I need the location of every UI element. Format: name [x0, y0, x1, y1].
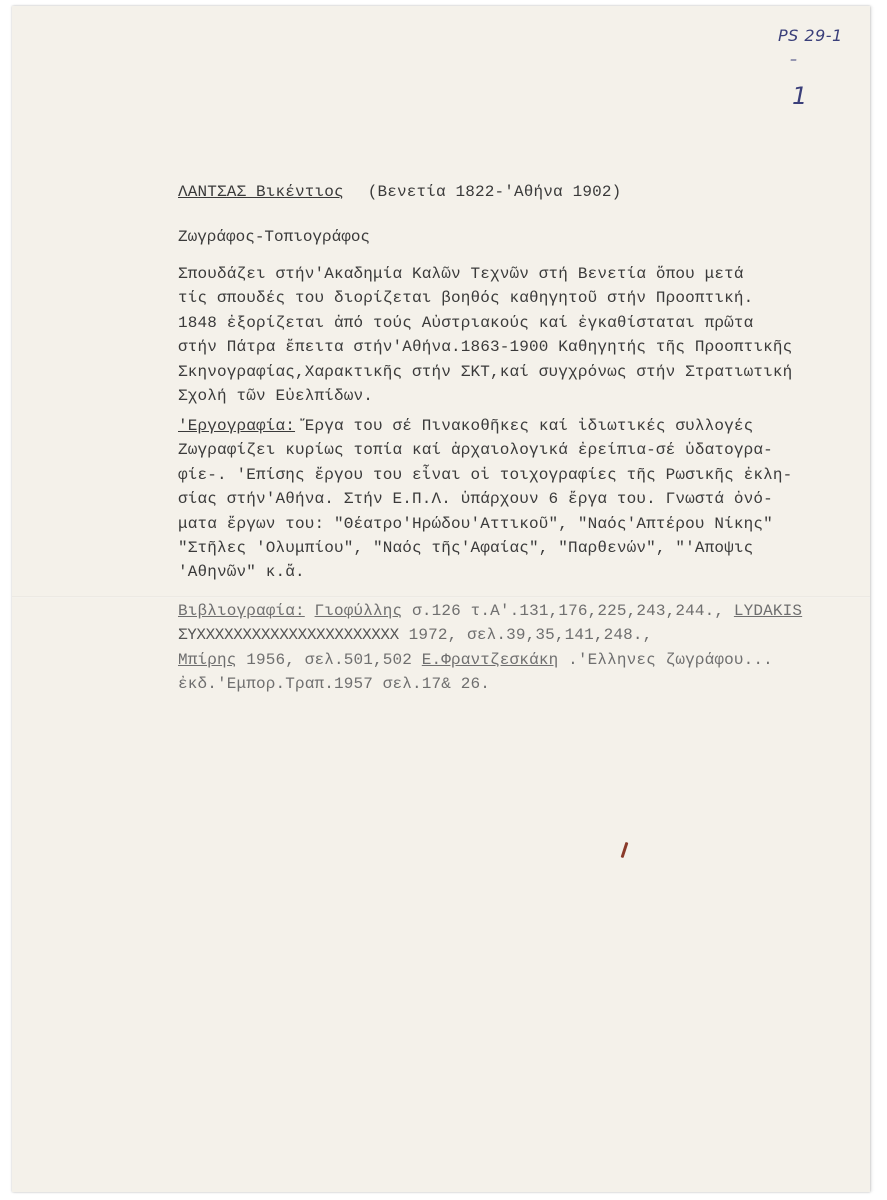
- biblio-author-1: Γιοφύλλης: [314, 602, 403, 620]
- biblio-ref-2: 1972, σελ.39,35,141,248.,: [398, 626, 653, 645]
- struck-text: ΣΥΧΧΧΧΧΧΧΧΧΧΧΧΧΧΧΧΧΧΧΧΧΧ: [178, 626, 399, 645]
- works-line: 'Αθηνῶν" κ.ἄ.: [178, 563, 305, 582]
- biblio-ref-3: 1956, σελ.501,502: [236, 650, 422, 669]
- works-line: "Στῆλες 'Ολυμπίου", "Ναός τῆς'Αφαίας", "Παρθενών", "'Αποψις: [178, 539, 754, 558]
- biblio-author-4: Ε.Φραντζεσκάκη: [421, 650, 559, 669]
- biblio-author-3: Μπίρης: [178, 650, 237, 669]
- biography: [178, 262, 792, 408]
- bio-line: Σπουδάζει στήν'Ακαδημία Καλῶν Τεχνῶν στή Βενετία ὅπου μετά: [178, 265, 744, 283]
- bio-line: τίς σπουδές του διορίζεται βοηθός καθηγητοῦ στήν Προοπτική.: [178, 289, 754, 308]
- biblio-line-4: ἐκδ.'Εμπορ.Τραπ.1957 σελ.17& 26.: [178, 675, 491, 694]
- bio-line: Σκηνογραφίας,Χαρακτικῆς στήν ΣΚΤ,καί συγχρόνως στήν Στρατιωτική: [178, 362, 793, 381]
- works-line: σίας στήν'Αθήνα. Στήν Ε.Π.Λ. ὑπάρχουν 6 ἔργα του. Γνωστά ὀνό-: [178, 490, 773, 509]
- biblio-line-1: [178, 599, 802, 623]
- works-label: 'Εργογραφία:: [178, 417, 296, 435]
- archive-code: PS 29-1: [778, 26, 843, 45]
- bio-line: στήν Πάτρα ἔπειτα στήν'Αθήνα.1863-1900 Καθηγητής τῆς Προοπτικῆς: [178, 338, 793, 357]
- bio-line: 1848 ἐξορίζεται ἀπό τούς Αὐστριακούς καί ἐγκαθίσταται πρῶτα: [178, 313, 754, 332]
- biblio-author-lydakis: LYDAKIS: [733, 602, 803, 620]
- biblio-label: Βιβλιογραφία:: [178, 602, 305, 620]
- artist-dates: (Βενετία 1822-'Αθήνα 1902): [367, 183, 622, 201]
- works-intro: Ἔργα του σέ Πινακοθῆκες καί ἰδιωτικές συλλογές: [295, 417, 754, 435]
- works-line: ματα ἔργων του: "Θέατρο'Ηρώδου'Αττικοῦ", "Ναός'Απτέρου Νίκης": [178, 514, 773, 533]
- bio-line: Σχολή τῶν Εὐελπίδων.: [178, 387, 374, 406]
- paper-fold: [12, 596, 870, 598]
- artist-name: ΛΑΝΤΣΑΣ Βικέντιος: [178, 183, 344, 201]
- works-line: φίε-. 'Επίσης ἔργου του εἶναι οἱ τοιχογραφίες τῆς Ρωσικῆς ἐκλη-: [178, 465, 793, 484]
- bibliography-section: [178, 599, 802, 697]
- page-number: 1: [792, 82, 808, 110]
- archive-dash: –: [790, 52, 797, 68]
- works-section: [178, 414, 792, 585]
- biblio-ref-1: σ.126 τ.Α'.131,176,225,243,244.,: [402, 602, 725, 620]
- works-first-line: [178, 414, 792, 438]
- works-line: Ζωγραφίζει κυρίως τοπία καί ἀρχαιολογικά ἐρείπια-σέ ὑδατογρα-: [178, 441, 773, 460]
- biblio-line-2: [178, 623, 802, 647]
- biblio-line-3: [178, 648, 802, 672]
- title-line: [178, 180, 621, 204]
- profession: Ζωγράφος-Τοπιογράφος: [178, 228, 371, 246]
- biblio-title: .'Ελληνες ζωγράφου...: [558, 650, 773, 669]
